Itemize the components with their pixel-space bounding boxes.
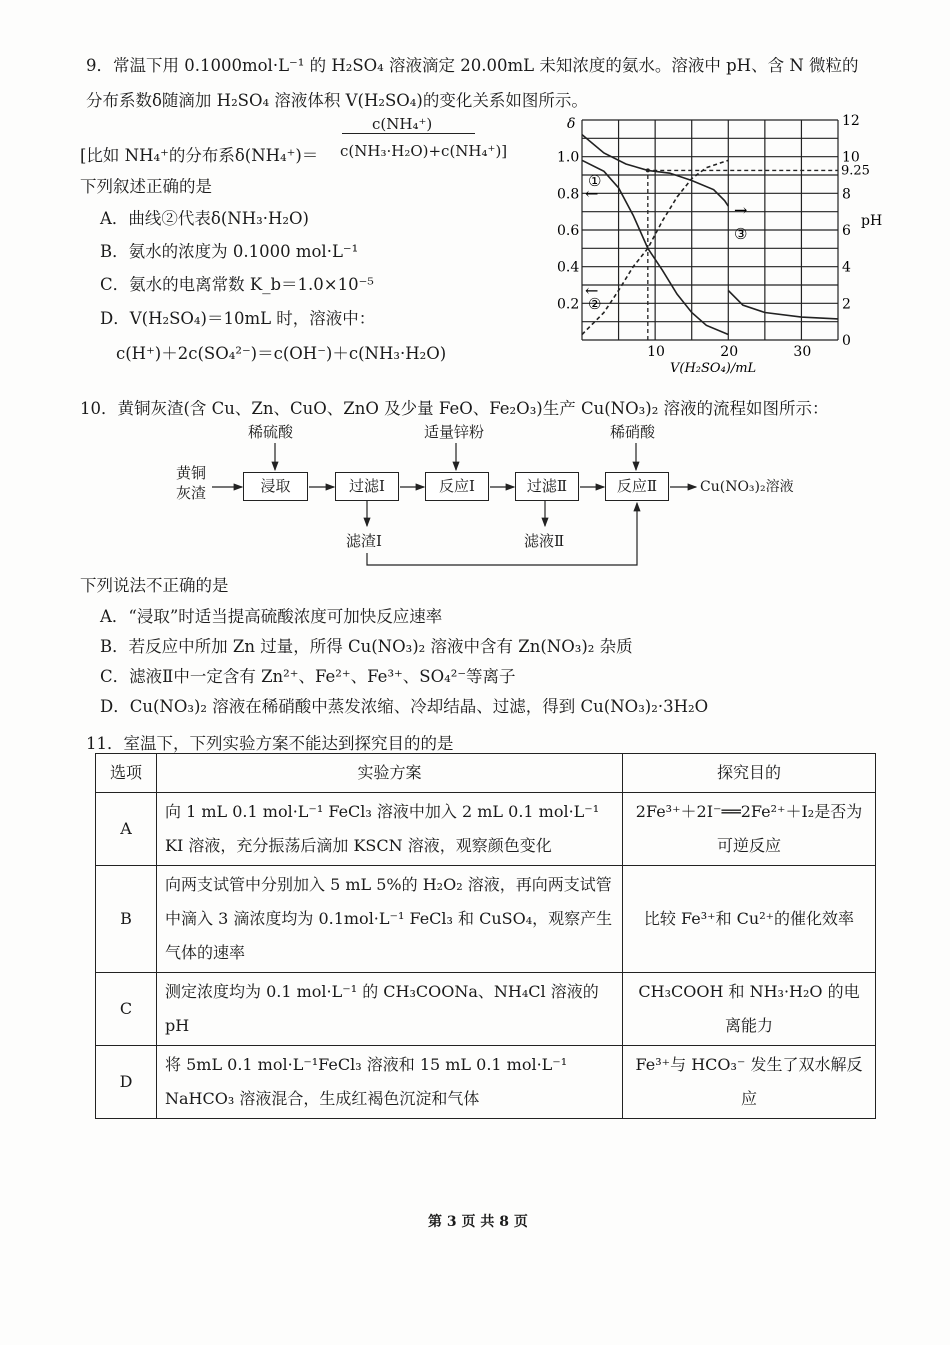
formula-denominator: c(NH₃·H₂O)+c(NH₄⁺)] <box>340 142 508 160</box>
step-reaction-1: 反应Ⅰ <box>425 472 489 501</box>
q9-stem-line2: 分布系数δ随滴加 H₂SO₄ 溶液体积 V(H₂SO₄)的变化关系如图所示。 <box>86 91 588 110</box>
left-arrow-icon: ← <box>585 281 599 300</box>
right-tick-label: 2 <box>842 296 851 313</box>
q9-prompt: 下列叙述正确的是 <box>80 177 212 196</box>
q9-option-d-equation: c(H⁺)＋2c(SO₄²⁻)＝c(OH⁻)＋c(NH₃·H₂O) <box>116 344 447 363</box>
flow-input-line2: 灰渣 <box>176 484 207 502</box>
x-tick-label: 10 <box>647 344 665 360</box>
formula-prefix: [比如 NH₄⁺的分布系δ(NH₄⁺)＝ <box>80 146 319 165</box>
curve-label: ② <box>588 294 602 313</box>
x-axis-label: V(H₂SO₄)/mL <box>670 361 757 376</box>
table-header-row <box>96 754 876 793</box>
curve-label: ③ <box>734 225 748 244</box>
reagent-dilute-nitric: 稀硝酸 <box>610 423 656 441</box>
step-reaction-2: 反应Ⅱ <box>605 472 669 501</box>
left-axis-label: δ <box>567 116 576 132</box>
right-tick-label: 4 <box>842 259 851 276</box>
right-axis-label: pH <box>861 213 883 229</box>
step-filter-2: 过滤Ⅱ <box>515 472 579 501</box>
left-tick-label: 1.0 <box>557 149 580 166</box>
row-option: A <box>96 793 157 866</box>
row-plan: 测定浓度均为 0.1 mol·L⁻¹ 的 CH₃COONa、NH₄Cl 溶液的 pH <box>157 973 623 1046</box>
q9-option-a: A．曲线②代表δ(NH₃·H₂O) <box>100 209 309 228</box>
x-tick-label: 30 <box>793 344 812 360</box>
table-row <box>96 866 876 973</box>
row-plan: 向 1 mL 0.1 mol·L⁻¹ FeCl₃ 溶液中加入 2 mL 0.1 mol·L⁻¹ KI 溶液，充分振荡后滴加 KSCN 溶液，观察颜色变化 <box>157 793 623 866</box>
header-plan: 实验方案 <box>157 754 623 793</box>
table-row <box>96 1046 876 1119</box>
row-plan: 向两支试管中分别加入 5 mL 5%的 H₂O₂ 溶液，再向两支试管中滴入 3 滴浓度均为 0.1mol·L⁻¹ FeCl₃ 和 CuSO₄，观察产生气体的速率 <box>157 866 623 973</box>
row-plan: 将 5mL 0.1 mol·L⁻¹FeCl₃ 溶液和 15 mL 0.1 mol·L⁻¹ NaHCO₃ 溶液混合，生成红褐色沉淀和气体 <box>157 1046 623 1119</box>
page-footer: 第 3 页 共 8 页 <box>428 1214 528 1230</box>
q10-option-a: A．“浸取”时适当提高硫酸浓度可加快反应速率 <box>100 607 443 626</box>
flow-output: Cu(NO₃)₂溶液 <box>700 479 794 495</box>
left-tick-label: 0.2 <box>557 296 580 313</box>
q11-table <box>95 753 876 1119</box>
q10-stem: 10．黄铜灰渣(含 Cu、Zn、CuO、ZnO 及少量 FeO、Fe₂O₃)生产 Cu(NO₃)₂ 溶液的流程如图所示： <box>80 399 829 418</box>
left-arrow-icon: ← <box>585 183 599 203</box>
right-tick-label: 8 <box>842 186 851 203</box>
curve-label: ① <box>588 172 602 190</box>
q10-option-b: B．若反应中所加 Zn 过量，所得 Cu(NO₃)₂ 溶液中含有 Zn(NO₃)₂ 杂质 <box>100 637 633 656</box>
row-option: D <box>96 1046 157 1119</box>
row-option: C <box>96 973 157 1046</box>
x-tick-label: 20 <box>720 344 739 360</box>
q9-option-b: B．氨水的浓度为 0.1000 mol·L⁻¹ <box>100 242 359 261</box>
reference-label: 9.25 <box>841 163 870 179</box>
row-purpose: 2Fe³⁺＋2I⁻══2Fe²⁺＋I₂是否为可逆反应 <box>623 793 876 866</box>
step-leach: 浸取 <box>243 472 308 501</box>
flow-arrows <box>0 0 950 600</box>
flow-filtrate-2: 滤液Ⅱ <box>524 532 565 550</box>
reagent-zinc-powder: 适量锌粉 <box>424 423 485 441</box>
right-tick-label: 0 <box>842 333 851 349</box>
q9-option-c: C．氨水的电离常数 K_b＝1.0×10⁻⁵ <box>100 275 374 294</box>
formula-numerator: c(NH₄⁺) <box>372 115 433 133</box>
q9-option-d: D．V(H₂SO₄)＝10mL 时，溶液中： <box>100 309 376 328</box>
right-tick-label: 6 <box>842 223 851 239</box>
row-purpose: CH₃COOH 和 NH₃·H₂O 的电离能力 <box>623 973 876 1046</box>
q10-option-d: D．Cu(NO₃)₂ 溶液在稀硝酸中蒸发浓缩、冷却结晶、过滤，得到 Cu(NO₃)₂·3H₂O <box>100 697 709 716</box>
q11-stem: 11．室温下，下列实验方案不能达到探究目的的是 <box>86 734 454 753</box>
reagent-dilute-sulfuric: 稀硫酸 <box>248 423 294 441</box>
q9-stem-line1: 9．常温下用 0.1000mol·L⁻¹ 的 H₂SO₄ 溶液滴定 20.00mL 未知浓度的氨水。溶液中 pH、含 N 微粒的 <box>86 56 859 75</box>
row-option: B <box>96 866 157 973</box>
right-tick-label: 12 <box>842 113 860 129</box>
right-arrow-icon: → <box>734 200 748 220</box>
q10-prompt: 下列说法不正确的是 <box>80 576 229 595</box>
flow-input-line1: 黄铜 <box>176 464 207 482</box>
header-purpose: 探究目的 <box>623 754 876 793</box>
row-purpose: 比较 Fe³⁺和 Cu²⁺的催化效率 <box>623 866 876 973</box>
q10-option-c: C．滤液Ⅱ中一定含有 Zn²⁺、Fe²⁺、Fe³⁺、SO₄²⁻等离子 <box>100 667 516 686</box>
header-option: 选项 <box>96 754 157 793</box>
left-tick-label: 0.6 <box>557 223 580 239</box>
table-row <box>96 973 876 1046</box>
step-filter-1: 过滤Ⅰ <box>335 472 399 501</box>
left-tick-label: 0.4 <box>557 259 580 276</box>
left-tick-label: 0.8 <box>557 186 580 203</box>
flow-residue-1: 滤渣Ⅰ <box>346 532 382 550</box>
right-tick-label: 10 <box>842 149 860 166</box>
table-row <box>96 793 876 866</box>
row-purpose: Fe³⁺与 HCO₃⁻ 发生了双水解反应 <box>623 1046 876 1119</box>
